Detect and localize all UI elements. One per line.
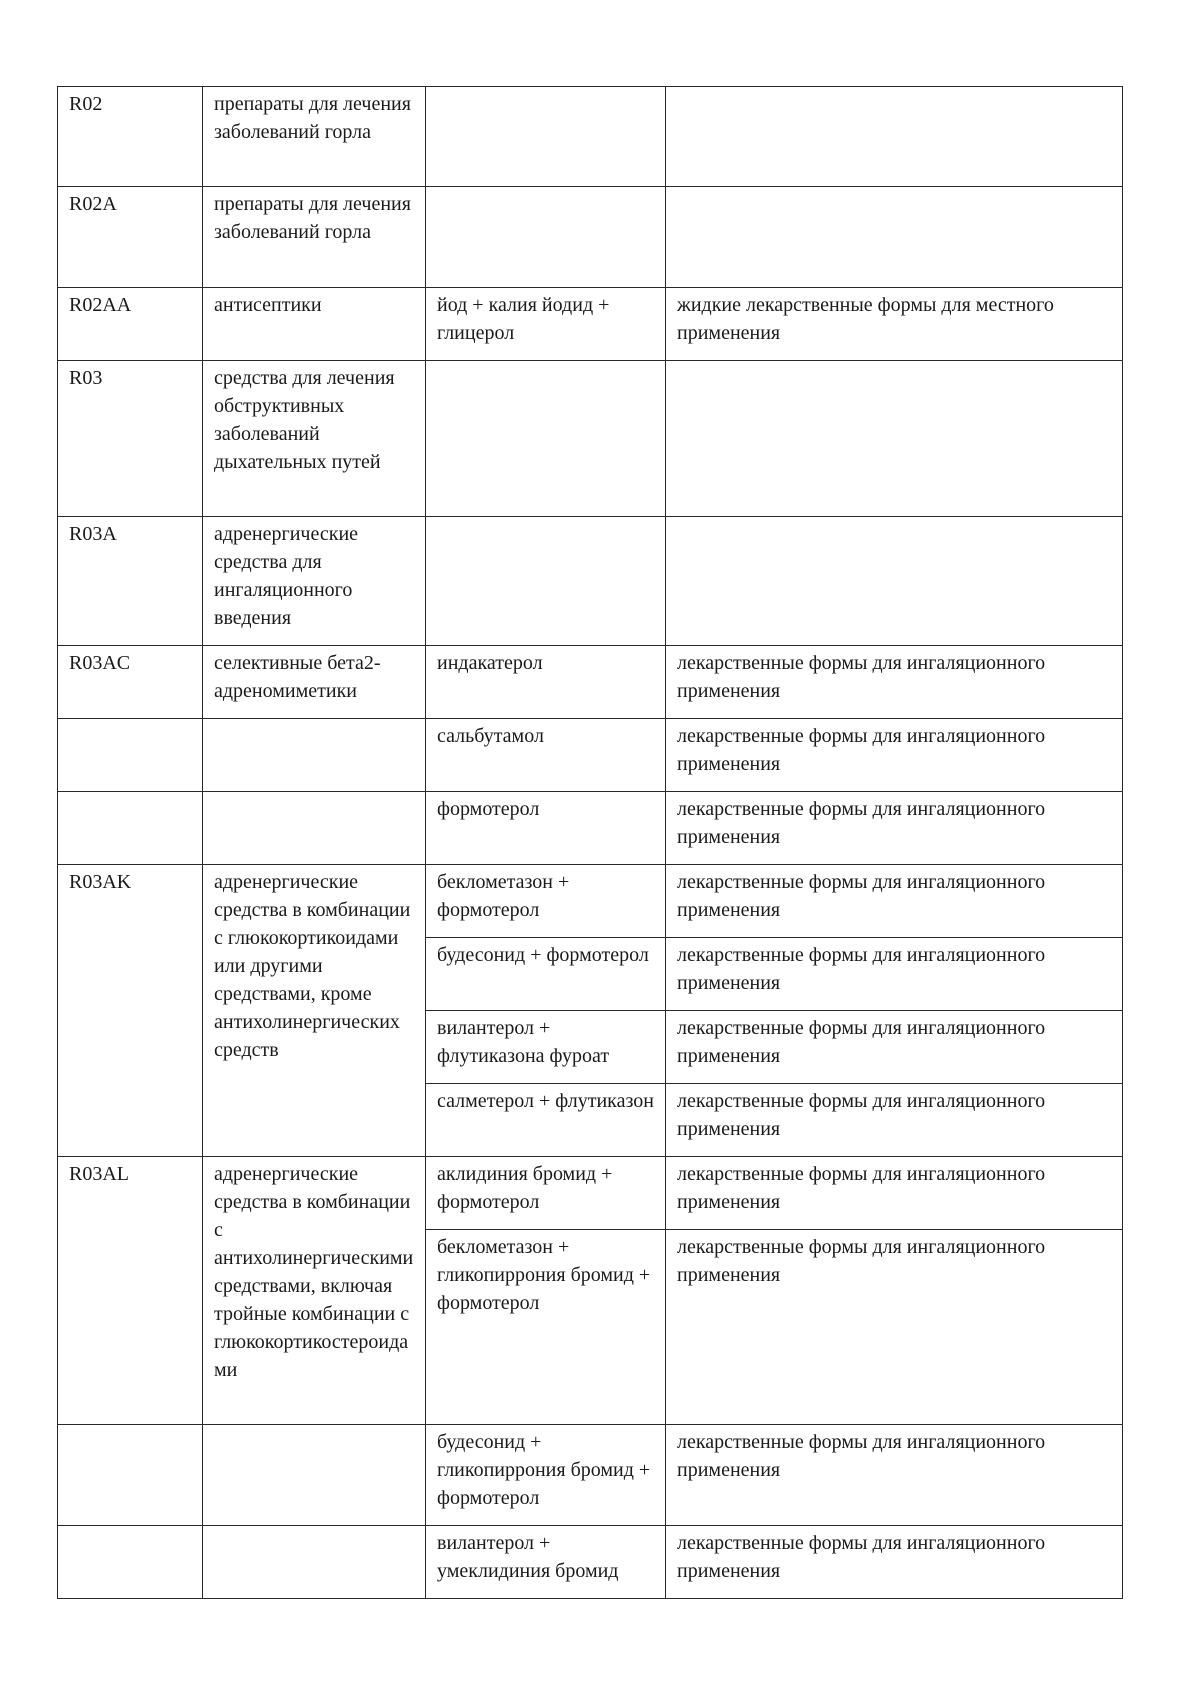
drug-name-cell: салметерол + флутиказон	[426, 1084, 666, 1157]
atc-code-cell: R03AK	[58, 865, 203, 1157]
table-row	[58, 1425, 1123, 1526]
drug-name-cell	[426, 87, 666, 187]
table-row	[58, 187, 1123, 288]
anatomical-group-cell: адренергические средства в комбинации с глюкокортикоидами или другими средствами, кроме антихолинергических средств	[203, 865, 426, 1157]
dosage-form-cell: лекарственные формы для ингаляционного применения	[666, 1011, 1123, 1084]
dosage-form-cell: лекарственные формы для ингаляционного применения	[666, 1425, 1123, 1526]
drug-name-cell: будесонид + формотерол	[426, 938, 666, 1011]
drug-classification-table	[57, 86, 1123, 1599]
atc-code-cell: R03	[58, 361, 203, 517]
drug-name-cell: аклидиния бромид + формотерол	[426, 1157, 666, 1230]
anatomical-group-cell	[203, 1526, 426, 1599]
anatomical-group-cell: адренергические средства для ингаляционного введения	[203, 517, 426, 646]
dosage-form-cell	[666, 361, 1123, 517]
table-row	[58, 87, 1123, 187]
drug-name-cell	[426, 361, 666, 517]
dosage-form-cell: лекарственные формы для ингаляционного применения	[666, 1230, 1123, 1425]
table-body	[58, 87, 1123, 1599]
atc-code-cell: R03AL	[58, 1157, 203, 1425]
table-row	[58, 792, 1123, 865]
drug-name-cell: будесонид + гликопиррония бромид + формотерол	[426, 1425, 666, 1526]
dosage-form-cell	[666, 87, 1123, 187]
table-row	[58, 865, 1123, 938]
atc-code-cell: R02AA	[58, 288, 203, 361]
table-row	[58, 361, 1123, 517]
table-row	[58, 646, 1123, 719]
anatomical-group-cell: препараты для лечения заболеваний горла	[203, 187, 426, 288]
anatomical-group-cell	[203, 1425, 426, 1526]
anatomical-group-cell: адренергические средства в комбинации с антихолинергическими средствами, включая тройные комбинации с глюкокортикостероидами	[203, 1157, 426, 1425]
atc-code-cell	[58, 1425, 203, 1526]
drug-name-cell	[426, 187, 666, 288]
atc-code-cell: R02	[58, 87, 203, 187]
atc-code-cell	[58, 719, 203, 792]
atc-code-cell	[58, 1526, 203, 1599]
drug-name-cell: вилантерол + умеклидиния бромид	[426, 1526, 666, 1599]
anatomical-group-cell: антисептики	[203, 288, 426, 361]
dosage-form-cell	[666, 187, 1123, 288]
atc-code-cell: R02A	[58, 187, 203, 288]
table-row	[58, 1157, 1123, 1230]
dosage-form-cell: лекарственные формы для ингаляционного применения	[666, 646, 1123, 719]
dosage-form-cell: лекарственные формы для ингаляционного применения	[666, 1526, 1123, 1599]
dosage-form-cell: лекарственные формы для ингаляционного применения	[666, 865, 1123, 938]
anatomical-group-cell	[203, 719, 426, 792]
anatomical-group-cell: селективные бета2-адреномиметики	[203, 646, 426, 719]
table-row	[58, 288, 1123, 361]
drug-name-cell: формотерол	[426, 792, 666, 865]
dosage-form-cell: лекарственные формы для ингаляционного применения	[666, 1157, 1123, 1230]
dosage-form-cell: лекарственные формы для ингаляционного применения	[666, 792, 1123, 865]
anatomical-group-cell	[203, 792, 426, 865]
dosage-form-cell: лекарственные формы для ингаляционного применения	[666, 938, 1123, 1011]
atc-code-cell: R03A	[58, 517, 203, 646]
table-row	[58, 719, 1123, 792]
dosage-form-cell	[666, 517, 1123, 646]
drug-name-cell: беклометазон + формотерол	[426, 865, 666, 938]
drug-name-cell: сальбутамол	[426, 719, 666, 792]
table-row	[58, 1526, 1123, 1599]
dosage-form-cell: лекарственные формы для ингаляционного применения	[666, 719, 1123, 792]
dosage-form-cell: жидкие лекарственные формы для местного применения	[666, 288, 1123, 361]
drug-name-cell: йод + калия йодид + глицерол	[426, 288, 666, 361]
table-row	[58, 517, 1123, 646]
atc-code-cell: R03AC	[58, 646, 203, 719]
drug-name-cell	[426, 517, 666, 646]
dosage-form-cell: лекарственные формы для ингаляционного применения	[666, 1084, 1123, 1157]
drug-name-cell: беклометазон + гликопиррония бромид + формотерол	[426, 1230, 666, 1425]
anatomical-group-cell: препараты для лечения заболеваний горла	[203, 87, 426, 187]
drug-name-cell: индакатерол	[426, 646, 666, 719]
atc-code-cell	[58, 792, 203, 865]
anatomical-group-cell: средства для лечения обструктивных заболеваний дыхательных путей	[203, 361, 426, 517]
drug-name-cell: вилантерол + флутиказона фуроат	[426, 1011, 666, 1084]
